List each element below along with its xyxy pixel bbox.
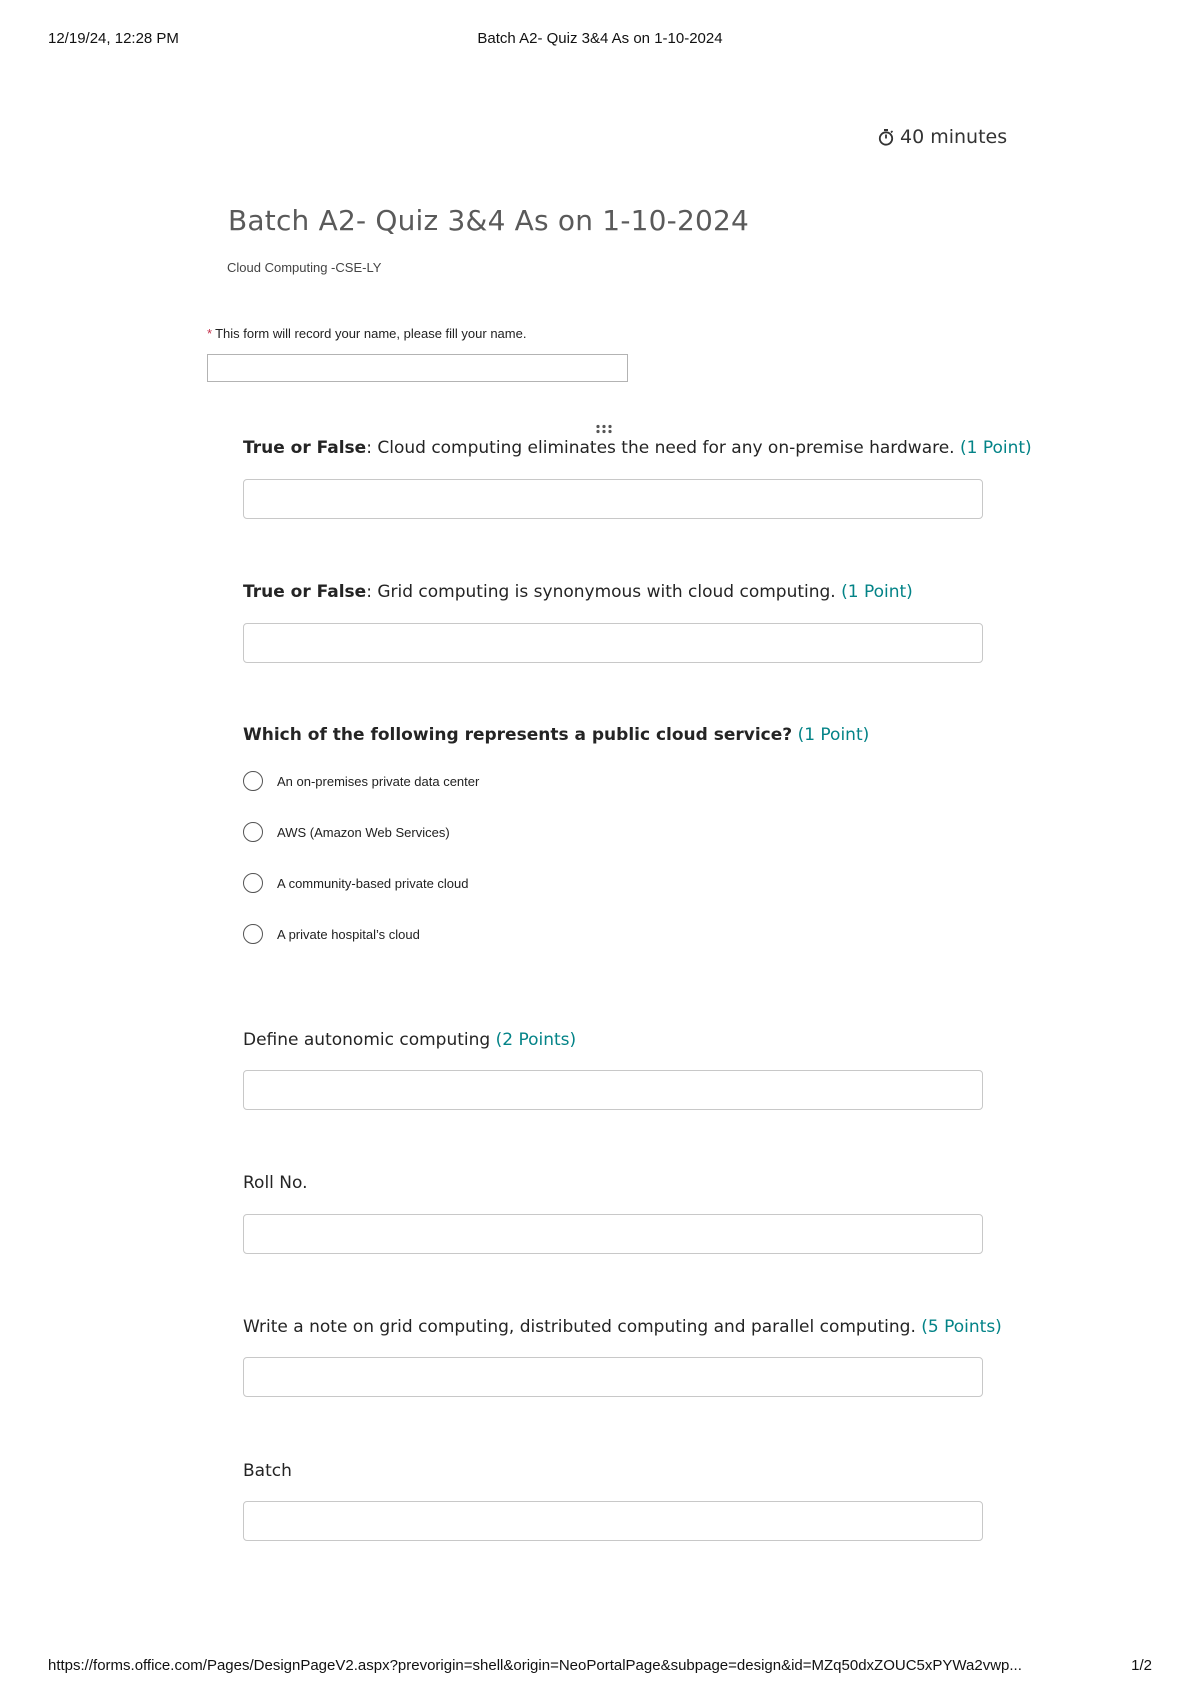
question-4-text: Define autonomic computing: [243, 1030, 491, 1050]
option-label: A private hospital’s cloud: [277, 926, 420, 942]
name-notice-text: This form will record your name, please fill your name.: [215, 326, 527, 341]
question-1: [243, 438, 1032, 458]
question-3-prefix: Which of the following represents a public cloud service?: [243, 725, 793, 745]
roll-no-label: Roll No.: [243, 1173, 308, 1193]
question-3-points: (1 Point): [797, 725, 870, 745]
radio-button[interactable]: [243, 822, 263, 842]
question-2-answer-input[interactable]: [243, 623, 983, 663]
question-6: [243, 1317, 1002, 1337]
question-2: [243, 582, 913, 602]
question-4: [243, 1030, 576, 1050]
question-6-points: (5 Points): [921, 1317, 1002, 1337]
question-3-option-2[interactable]: [243, 822, 450, 842]
batch-label: Batch: [243, 1461, 292, 1481]
form-subtitle: Cloud Computing -CSE-LY: [227, 260, 382, 275]
question-6-text: Write a note on grid computing, distributed computing and parallel computing.: [243, 1317, 916, 1337]
option-label: An on-premises private data center: [277, 773, 480, 789]
question-2-points: (1 Point): [841, 582, 913, 602]
option-label: A community-based private cloud: [277, 875, 469, 891]
timer-label: 40 minutes: [900, 126, 1008, 148]
radio-button[interactable]: [243, 771, 263, 791]
question-1-prefix: True or False: [243, 438, 367, 458]
question-2-prefix: True or False: [243, 582, 367, 602]
question-4-points: (2 Points): [495, 1030, 577, 1050]
drag-handle-icon: [595, 424, 613, 434]
radio-button[interactable]: [243, 924, 263, 944]
question-1-answer-input[interactable]: [243, 479, 983, 519]
form-title: Batch A2- Quiz 3&4 As on 1-10-2024: [228, 204, 750, 237]
print-header: [48, 30, 1152, 52]
quiz-timer: [878, 126, 1007, 148]
name-record-notice: [207, 326, 526, 341]
question-3-option-4[interactable]: [243, 924, 420, 944]
question-roll-no: [243, 1173, 308, 1193]
name-input[interactable]: [207, 354, 628, 382]
question-batch: [243, 1461, 292, 1481]
roll-no-input[interactable]: [243, 1214, 983, 1254]
question-1-points: (1 Point): [960, 438, 1032, 458]
print-footer-url: https://forms.office.com/Pages/DesignPageV2.aspx?prevorigin=shell&origin=NeoPortalPage&subpage=design&id=MZq50dxZOUC5xPYWa2vwp...: [48, 1657, 1022, 1674]
question-3: [243, 725, 869, 745]
question-3-option-1[interactable]: [243, 771, 479, 791]
question-2-text: : Grid computing is synonymous with cloud computing.: [366, 582, 836, 602]
print-page-title: Batch A2- Quiz 3&4 As on 1-10-2024: [477, 30, 723, 47]
print-page-number: 1/2: [1131, 1657, 1152, 1674]
batch-input[interactable]: [243, 1501, 983, 1541]
question-1-text: : Cloud computing eliminates the need for any on-premise hardware.: [366, 438, 955, 458]
print-datetime: 12/19/24, 12:28 PM: [48, 30, 179, 47]
question-6-answer-input[interactable]: [243, 1357, 983, 1397]
stopwatch-icon: [878, 129, 894, 146]
option-label: AWS (Amazon Web Services): [277, 824, 450, 840]
radio-button[interactable]: [243, 873, 263, 893]
question-4-answer-input[interactable]: [243, 1070, 983, 1110]
required-asterisk: *: [207, 326, 213, 341]
question-3-option-3[interactable]: [243, 873, 468, 893]
